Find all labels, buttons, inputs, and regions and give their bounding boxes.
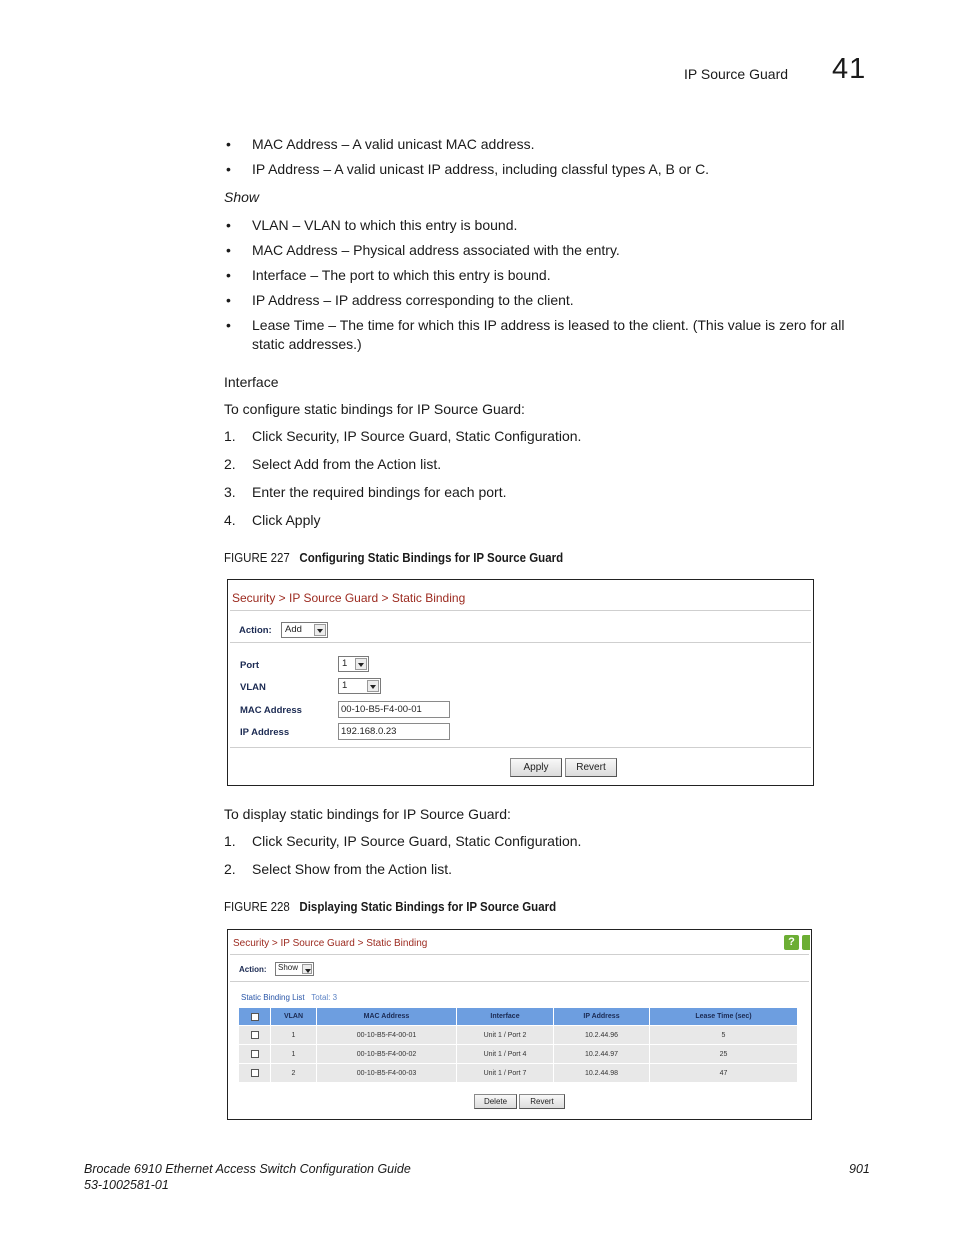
bullet-item (226, 241, 876, 260)
column-header: Interface (457, 1008, 554, 1026)
total-count: Total: 3 (311, 993, 338, 1002)
delete-button[interactable]: Delete (474, 1094, 517, 1109)
bullet-term: MAC Address (252, 136, 338, 152)
footer-doc-number: 53-1002581-01 (84, 1178, 169, 1192)
lease-cell: 47 (650, 1064, 798, 1083)
configure-intro: To configure static bindings for IP Source Guard: (224, 401, 525, 417)
interface-heading: Interface (224, 374, 279, 390)
lease-cell: 25 (650, 1045, 798, 1064)
bullet-term: Interface (252, 267, 307, 283)
procedure-step: 2. Select Add from the Action list. (224, 456, 442, 472)
bullet-dot: • (226, 292, 231, 308)
bullet-item (226, 135, 876, 154)
apply-button[interactable]: Apply (510, 758, 562, 777)
bullet-item (226, 266, 876, 285)
bullet-dot: • (226, 217, 231, 233)
bullet-dot: • (226, 136, 231, 152)
breadcrumb: Security > IP Source Guard > Static Binding (232, 591, 466, 605)
table-row (239, 1045, 798, 1064)
chevron-down-icon (302, 964, 312, 974)
bullet-term: Lease Time (252, 317, 325, 333)
procedure-step: 2. Select Show from the Action list. (224, 861, 452, 877)
divider (230, 747, 811, 748)
bullet-dot: • (226, 267, 231, 283)
mac-address-label: MAC Address (240, 705, 302, 716)
breadcrumb: Security > IP Source Guard > Static Binding (233, 938, 428, 949)
bullet-desc: – A valid unicast MAC address. (337, 136, 535, 152)
divider (230, 954, 809, 955)
bullet-dot: • (226, 242, 231, 258)
divider (230, 642, 811, 643)
footer-guide-title: Brocade 6910 Ethernet Access Switch Configuration Guide (84, 1162, 411, 1176)
action-label: Action: (239, 965, 267, 974)
show-heading: Show (224, 189, 260, 205)
column-header: VLAN (271, 1008, 317, 1026)
chevron-down-icon (355, 658, 367, 670)
interface-cell: Unit 1 / Port 2 (457, 1026, 554, 1045)
action-select[interactable]: Add (281, 622, 328, 638)
refresh-icon[interactable] (802, 935, 810, 950)
column-header: MAC Address (317, 1008, 457, 1026)
figure-caption: FIGURE 227 Configuring Static Bindings for IP Source Guard (224, 551, 564, 565)
help-icon[interactable]: ? (784, 935, 799, 950)
ip-address-field[interactable]: 192.168.0.23 (338, 723, 450, 740)
procedure-step: 4. Click Apply (224, 512, 321, 528)
chevron-down-icon (367, 680, 379, 692)
mac-address-field[interactable]: 00-10-B5-F4-00-01 (338, 701, 450, 718)
port-select[interactable]: 1 (338, 656, 369, 672)
bullet-desc: – IP address corresponding to the client. (319, 292, 574, 308)
procedure-step: 3. Enter the required bindings for each port. (224, 484, 507, 500)
binding-table (238, 1007, 798, 1083)
bullet-item (226, 216, 876, 235)
row-checkbox[interactable] (239, 1045, 271, 1064)
table-header-row (239, 1008, 798, 1026)
bullet-item (226, 160, 876, 179)
vlan-select[interactable]: 1 (338, 678, 381, 694)
interface-cell: Unit 1 / Port 7 (457, 1064, 554, 1083)
ip-cell: 10.2.44.98 (554, 1064, 650, 1083)
procedure-step: 1. Click Security, IP Source Guard, Static Configuration. (224, 428, 582, 444)
divider (230, 981, 809, 982)
running-header-title: IP Source Guard (684, 66, 789, 82)
column-header: Lease Time (sec) (650, 1008, 798, 1026)
action-select[interactable]: Show (275, 962, 314, 976)
table-row (239, 1064, 798, 1083)
divider (230, 610, 811, 611)
bullet-term: MAC Address (252, 242, 338, 258)
bullet-term: IP Address (252, 292, 320, 308)
row-checkbox[interactable] (239, 1064, 271, 1083)
row-checkbox[interactable] (239, 1026, 271, 1045)
chevron-down-icon (314, 624, 326, 636)
ip-cell: 10.2.44.96 (554, 1026, 650, 1045)
action-label: Action: (239, 625, 272, 636)
vlan-cell: 2 (271, 1064, 317, 1083)
vlan-cell: 1 (271, 1026, 317, 1045)
bullet-term: VLAN (252, 217, 289, 233)
column-header: IP Address (554, 1008, 650, 1026)
display-intro: To display static bindings for IP Source Guard: (224, 806, 511, 822)
revert-button[interactable]: Revert (519, 1094, 565, 1109)
bullet-dot: • (226, 161, 231, 177)
bullet-desc: – A valid unicast IP address, including classful types A, B or C. (319, 161, 710, 177)
procedure-step: 1. Click Security, IP Source Guard, Static Configuration. (224, 833, 582, 849)
static-binding-config-screenshot (227, 579, 814, 786)
port-label: Port (240, 660, 259, 671)
bullet-desc: – VLAN to which this entry is bound. (288, 217, 518, 233)
bullet-desc: – The port to which this entry is bound. (306, 267, 551, 283)
chapter-number: 41 (832, 53, 867, 85)
table-row (239, 1026, 798, 1045)
bullet-dot: • (226, 317, 231, 333)
vlan-label: VLAN (240, 682, 266, 693)
footer-page-number: 901 (849, 1162, 870, 1176)
revert-button[interactable]: Revert (565, 758, 617, 777)
select-all-checkbox[interactable] (239, 1008, 271, 1026)
mac-cell: 00-10-B5-F4-00-01 (317, 1026, 457, 1045)
lease-cell: 5 (650, 1026, 798, 1045)
bullet-item (226, 291, 876, 310)
interface-cell: Unit 1 / Port 4 (457, 1045, 554, 1064)
ip-cell: 10.2.44.97 (554, 1045, 650, 1064)
list-title: Static Binding List Total: 3 (241, 993, 338, 1002)
ip-address-label: IP Address (240, 727, 290, 738)
static-binding-list-screenshot (227, 929, 812, 1120)
bullet-term: IP Address (252, 161, 320, 177)
mac-cell: 00-10-B5-F4-00-02 (317, 1045, 457, 1064)
bullet-desc: – Physical address associated with the entry. (337, 242, 620, 258)
vlan-cell: 1 (271, 1045, 317, 1064)
bullet-item (226, 316, 876, 354)
mac-cell: 00-10-B5-F4-00-03 (317, 1064, 457, 1083)
bullet-desc: – The time for which this IP address is leased to the client. (This value is zero for all static addresses.) (252, 317, 845, 352)
figure-caption: FIGURE 228 Displaying Static Bindings for IP Source Guard (224, 900, 557, 914)
